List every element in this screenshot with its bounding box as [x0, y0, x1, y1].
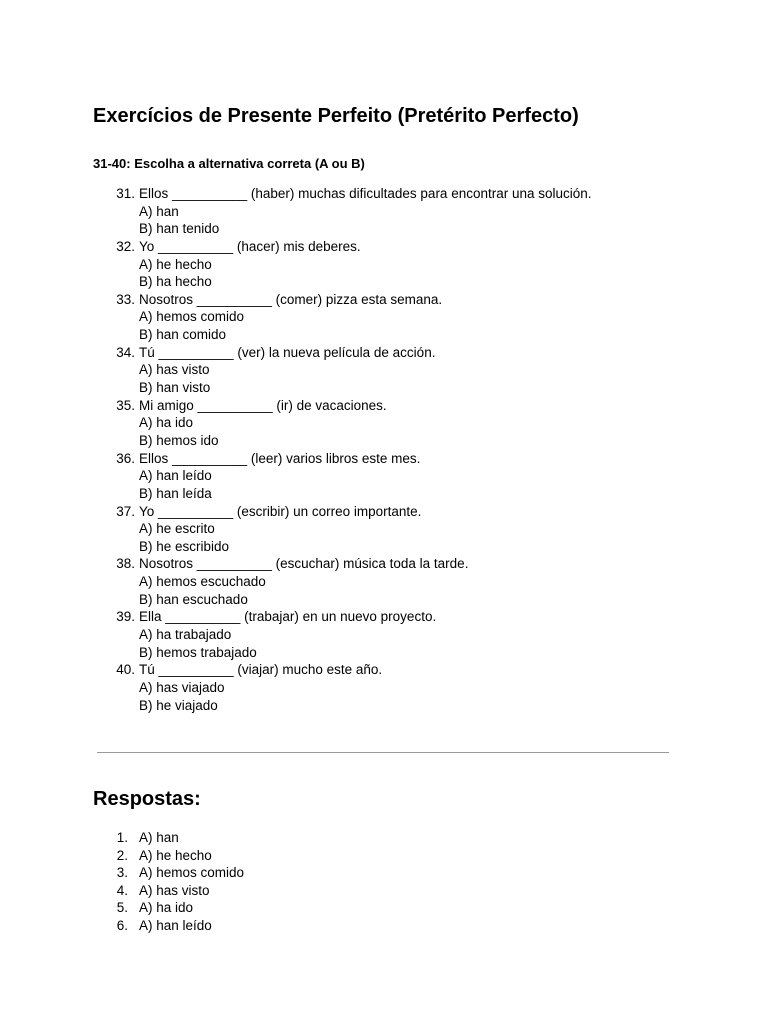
option-a: A) he hecho: [139, 256, 212, 272]
option-b: B) han escuchado: [139, 591, 248, 607]
answer-item: [0, 829, 768, 847]
option-b: B) han visto: [139, 380, 211, 396]
answer-item: [0, 864, 768, 882]
question-number: 34.: [116, 344, 135, 360]
answer-text: A) han: [139, 830, 179, 845]
answer-text: A) he hecho: [139, 847, 212, 863]
option-b: B) he viajado: [139, 697, 218, 713]
question-text: Tú __________ (viajar) mucho este año.: [139, 662, 383, 678]
answer-text: A) hemos comido: [139, 865, 245, 881]
option-a: A) ha ido: [139, 415, 194, 431]
answer-item: [0, 899, 768, 917]
question-item: [0, 450, 768, 503]
option-b: B) han tenido: [139, 221, 220, 237]
answer-number: 1.: [116, 830, 128, 845]
section-heading: 31-40: Escolha a alternativa correta (A ou B): [93, 156, 365, 171]
question-item: [0, 185, 768, 238]
question-item: [0, 238, 768, 291]
question-number: 35.: [116, 397, 135, 413]
question-item: [0, 291, 768, 344]
option-a: A) has visto: [139, 362, 210, 378]
question-number: 33.: [116, 291, 135, 307]
answer-number: 2.: [116, 847, 128, 863]
option-b: B) han comido: [139, 327, 227, 343]
question-text: Nosotros __________ (comer) pizza esta semana.: [139, 291, 443, 307]
answer-text: A) han leído: [139, 917, 212, 933]
question-number: 36.: [116, 450, 135, 466]
question-text: Ella __________ (trabajar) en un nuevo proyecto.: [139, 609, 437, 625]
option-b: B) he escribido: [139, 538, 230, 554]
answers-heading: Respostas:: [93, 788, 201, 810]
question-text: Mi amigo __________ (ir) de vacaciones.: [139, 397, 387, 413]
question-number: 31.: [116, 186, 135, 201]
answer-number: 3.: [116, 865, 128, 881]
question-item: [0, 555, 768, 608]
question-text: Nosotros __________ (escuchar) música toda la tarde.: [139, 556, 469, 572]
question-item: [0, 344, 768, 397]
question-item: [0, 397, 768, 450]
section-divider: [97, 752, 669, 753]
option-b: B) ha hecho: [139, 274, 212, 290]
option-a: A) han leído: [139, 468, 212, 484]
question-text: Ellos __________ (haber) muchas dificultades para encontrar una solución.: [139, 186, 592, 201]
option-a: A) has viajado: [139, 679, 225, 695]
option-b: B) hemos ido: [139, 432, 219, 448]
question-item: [0, 608, 768, 661]
question-text: Yo __________ (hacer) mis deberes.: [139, 238, 361, 254]
answer-list: [0, 829, 768, 935]
option-b: B) han leída: [139, 485, 212, 501]
option-a: A) he escrito: [139, 521, 215, 537]
question-text: Yo __________ (escribir) un correo importante.: [139, 503, 422, 519]
question-text: Ellos __________ (leer) varios libros este mes.: [139, 450, 421, 466]
answer-item: [0, 847, 768, 865]
answer-item: [0, 882, 768, 900]
option-a: A) han: [139, 203, 179, 219]
option-a: A) hemos escuchado: [139, 574, 266, 590]
option-a: A) ha trabajado: [139, 627, 232, 643]
answer-number: 4.: [116, 882, 128, 898]
answer-text: A) has visto: [139, 882, 210, 898]
question-item: [0, 661, 768, 714]
question-item: [0, 503, 768, 556]
answer-number: 5.: [116, 900, 128, 916]
answer-item: [0, 917, 768, 935]
question-number: 40.: [116, 662, 135, 678]
option-a: A) hemos comido: [139, 309, 245, 325]
question-number: 37.: [116, 503, 135, 519]
question-number: 32.: [116, 238, 135, 254]
question-number: 38.: [116, 556, 135, 572]
question-text: Tú __________ (ver) la nueva película de acción.: [139, 344, 436, 360]
answer-text: A) ha ido: [139, 900, 194, 916]
answer-number: 6.: [116, 917, 128, 933]
option-b: B) hemos trabajado: [139, 644, 257, 660]
page-title: Exercícios de Presente Perfeito (Pretérito Perfecto): [93, 105, 579, 127]
question-number: 39.: [116, 609, 135, 625]
question-list: [0, 185, 768, 714]
